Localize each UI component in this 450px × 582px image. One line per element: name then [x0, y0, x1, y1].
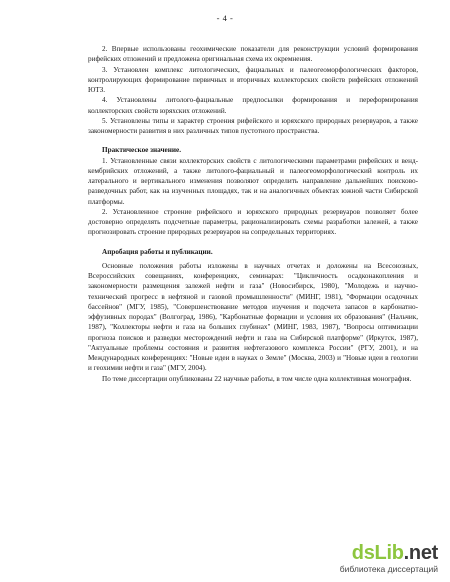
practical-paragraph-1: 1. Установленные связи коллекторских свойств с литологическими параметрами рифейских и венд-кембрийских отложений, а также литолого-фациальный и палеогеоморфологический контроль их латерального и вертикального изменения позволяют определить направление дальнейших поисково-разведочных работ, как на изученных площадях, так и на аналогичных объектах южной части Сибирской платформы.	[88, 156, 418, 206]
practical-paragraph-2: 2. Установленное строение рифейского и юряхского природных резервуаров позволяет более достоверно определять подсчетные параметры, рационализировать схемы разработки залежей, а также прогнозировать строение природных резервуаров на сопредельных территориях.	[88, 207, 418, 237]
watermark-logo	[328, 543, 438, 563]
watermark-logo-right: .net	[403, 542, 438, 564]
practical-heading: Практическое значение.	[102, 146, 181, 155]
approbation-paragraph-2: По теме диссертации опубликованы 22 научные работы, в том числе одна коллективная монография.	[102, 374, 412, 383]
page-number: - 4 -	[216, 13, 234, 23]
result-paragraph-2: 2. Впервые использованы геохимические показатели для реконструкции условий формирования рифейских отложений и предложена оригинальная схема их окремнения.	[88, 45, 418, 64]
watermark-logo-left: dsLib	[351, 542, 404, 564]
document-body	[88, 44, 418, 384]
result-paragraph-4: 4. Установлены литолого-фациальные предпосылки формирования и переформирования коллекторских свойств юряхских отложений.	[88, 96, 418, 115]
approbation-paragraph-1: Основные положения работы изложены в научных отчетах и доложены на Всесоюзных, Всероссийских совещаниях, конференциях, семинарах: "Цикличность осадконакопления и закономерности размещения залежей нефти и газа" (Новосибирск, 1980), "Молодежь и научно-технический прогресс в нефтяной и газовой промышленности" (МИНГ, 1981), "Формации осадочных бассейнов" (МГУ, 1985), "Совершенствование методов изучения и подсчета запасов в карбонатно-эффузивных породах" (Волгоград, 1986), "Карбонатные формации и условия их образования" (Нальчик, 1987), "Коллекторы нефти и газа на больших глубинах" (МИНГ, 1983, 1987), "Вопросы оптимизации прогноза поисков и разведки месторождений нефти и газа на Сибирской платформе" (Иркутск, 1987), "Актуальные проблемы состояния и развития нефтегазового комплекса России" (РГУ, 2001), и на Международных конференциях: "Новые идеи в науках о Земле" (Москва, 2003) и "Новые идеи в геологии и геохимии нефти и газа" (МГУ, 2004).	[88, 261, 418, 373]
watermark-subtitle: библиотека диссертаций	[339, 564, 438, 574]
result-paragraph-5: 5. Установлены типы и характер строения рифейского и юряхского природных резервуаров, а также закономерности развития в них различных типов пустотного пространства.	[88, 116, 418, 135]
result-paragraph-3: 3. Установлен комплекс литологических, фациальных и палеогеоморфологических факторов, контролирующих формирование первичных и вторичных коллекторских свойств рифейских отложений ЮТЗ.	[88, 65, 418, 94]
watermark	[328, 543, 438, 574]
approbation-heading: Апробация работы и публикации.	[102, 247, 213, 256]
